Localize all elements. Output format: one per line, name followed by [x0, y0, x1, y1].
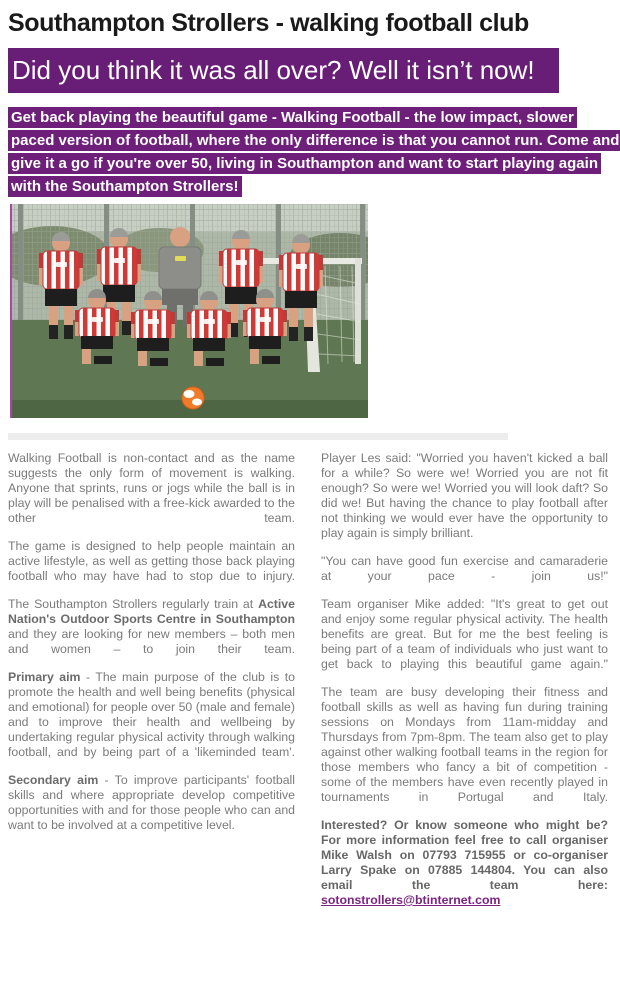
intro-highlight-text: Get back playing the beautiful game - Walking Football - the low impact, slower paced version of football, where the only difference is that you cannot run. Come and give it a go if you're over 50, living in Southampton and want to start playing again with the Southampton Strollers!	[8, 107, 620, 197]
paragraph	[8, 597, 295, 657]
subtitle-text: Did you think it was all over? Well it isn’t now!	[12, 55, 535, 85]
text-run: The team are busy developing their fitness and football skills as well as having fun during training sessions on Mondays from 11am-midday and Thursdays from 7pm-8pm. The team also get to play against other walking football teams in the region for those members who fancy a bit of competition - some of the members have even recently played in tournaments in Portugal and Italy.	[321, 685, 608, 804]
text-run: The game is designed to help people maintain an active lifestyle, as well as getting those back playing football who may have had to stop due to injury.	[8, 539, 295, 583]
team-photo-illustration	[10, 204, 368, 418]
team-photo	[10, 204, 368, 418]
email-link[interactable]: sotonstrollers@btinternet.com	[321, 893, 501, 907]
text-run-bold: Active Nation's Outdoor Sports Centre in Southampton	[8, 597, 295, 626]
text-run: "You can have good fun exercise and camaraderie at your pace - join us!"	[321, 554, 608, 583]
page-title: Southampton Strollers - walking football club	[8, 9, 529, 37]
article-columns	[8, 451, 612, 921]
football	[182, 387, 204, 409]
text-run: Team organiser Mike added: "It's great to get out and enjoy some regular physical activity. The health benefits are great. But for me the best feeling is being part of a team of individuals who just want to get back to playing this beautiful game again."	[321, 597, 608, 671]
text-run-bold: Interested? Or know someone who might be? For more information feel free to call organiser Mike Walsh on 07793 715955 or co-organiser Larry Spake on 07885 144804. You can also email the team here:	[321, 818, 608, 892]
paragraph	[8, 539, 295, 584]
paragraph-contact-info	[321, 818, 608, 908]
paragraph	[321, 554, 608, 584]
text-run: The Southampton Strollers regularly train at	[8, 597, 259, 611]
paragraph	[8, 451, 295, 526]
text-run-bold: Primary aim	[8, 670, 81, 684]
right-column	[321, 451, 608, 921]
left-column	[8, 451, 295, 921]
text-run: Player Les said: "Worried you haven't kicked a ball for a while? So were we! Worried you are not fit enough? So were we! Worried you will look daft? So did we! But having the chance to play football after not thinking we would ever have the opportunity to play again is simply brilliant.	[321, 451, 608, 540]
paragraph-organiser-quote	[321, 597, 608, 672]
paragraph	[321, 685, 608, 805]
divider-bar	[8, 433, 508, 440]
text-run: Walking Football is non-contact and as the name suggests the only form of movement is walking. Anyone that sprints, runs or jogs while the ball is in play will be penalised with a free-kick awarded to the other team.	[8, 451, 295, 525]
subtitle-banner	[8, 48, 559, 93]
paragraph-player-quote	[321, 451, 608, 541]
flyer-page	[0, 8, 620, 921]
text-run: - The main purpose of the club is to promote the health and well being benefits (physical and emotional) for people over 50 (male and female) and to improve their health and wellbeing by undertaking regular physical activity through walking football, and by being part of a 'likeminded team'.	[8, 670, 295, 759]
intro-paragraph	[8, 106, 620, 198]
photo-left-edge	[10, 204, 12, 418]
text-run: - To improve participants' football skills and where appropriate develop competitive opportunities with and for those people who can and want to be involved at a competitive level.	[8, 773, 296, 832]
paragraph-secondary-aim	[8, 773, 295, 833]
text-run: and they are looking for new members – both men and women – to join their team.	[8, 627, 295, 656]
text-run-bold: Secondary aim	[8, 773, 99, 787]
paragraph-primary-aim	[8, 670, 295, 760]
